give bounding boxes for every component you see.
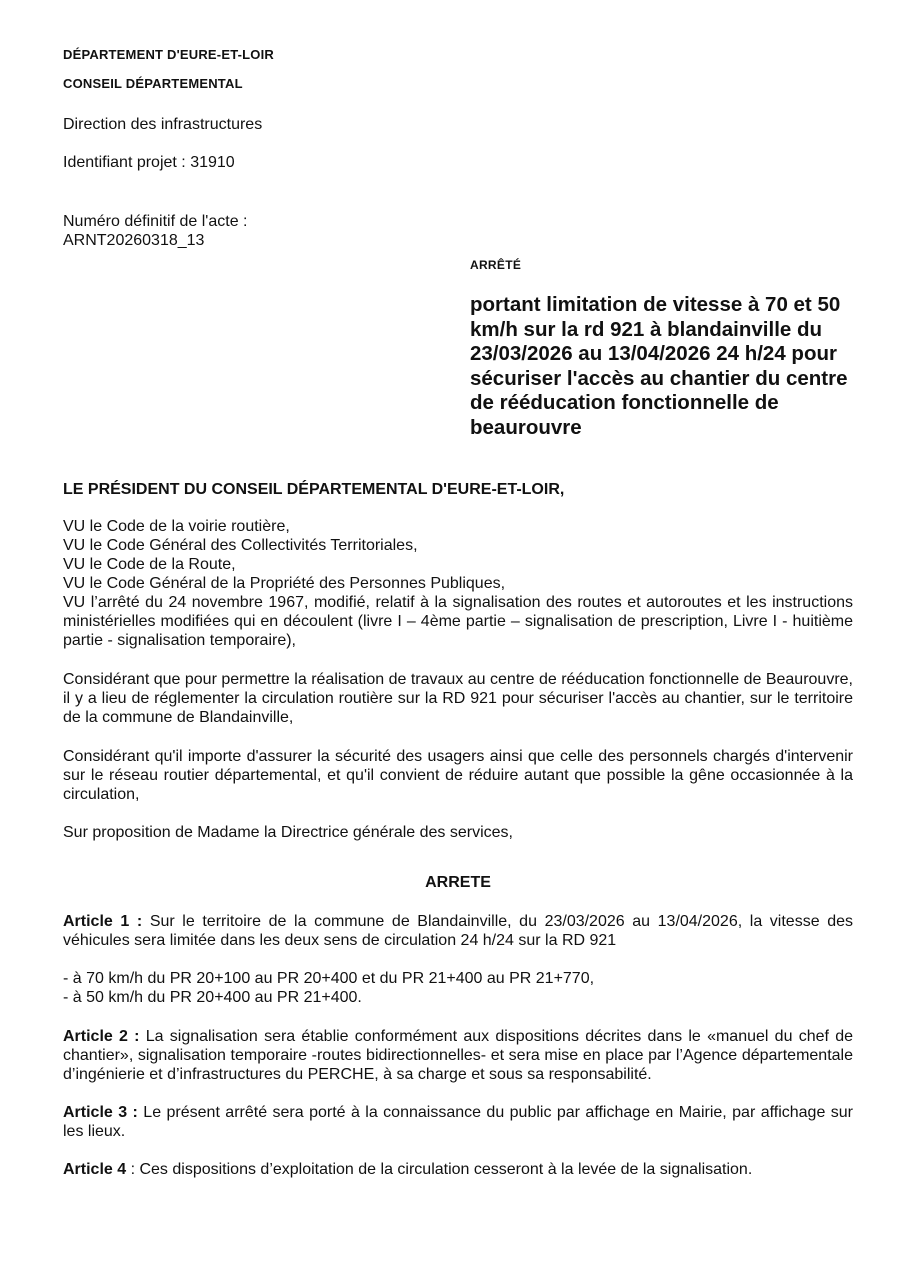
proposition-paragraph: Sur proposition de Madame la Directrice générale des services, (63, 824, 513, 841)
act-number: ARNT20260318_13 (63, 232, 205, 249)
vu-item: VU l’arrêté du 24 novembre 1967, modifié, relatif à la signalisation des routes et autoroutes et les instructions ministérielles modifiées qui en découlent (livre I – 4ème partie – signalisation de prescription, Livre I - huitième partie - signalisation temporaire), (63, 594, 853, 649)
speed-limit-70: - à 70 km/h du PR 20+100 au PR 20+400 et du PR 21+400 au PR 21+770, (63, 970, 595, 987)
arrete-heading: ARRETE (425, 874, 491, 891)
council-name: CONSEIL DÉPARTEMENTAL (63, 76, 243, 91)
article-2-label: Article 2 : (63, 1028, 140, 1045)
article-1 (63, 912, 853, 950)
article-4-label: Article 4 (63, 1161, 127, 1178)
department-name: DÉPARTEMENT D'EURE-ET-LOIR (63, 47, 274, 62)
considerant-paragraph: Considérant qu'il importe d'assurer la sécurité des usagers ainsi que celle des personnels chargés d'intervenir sur le réseau routier départemental, et qu'il convient de réduire autant que possible la gêne occasionnée à la circulation, (63, 748, 853, 803)
article-3-text: Le présent arrêté sera porté à la connaissance du public par affichage en Mairie, par affichage sur les lieux. (63, 1104, 853, 1140)
article-4-text: : Ces dispositions d’exploitation de la circulation cesseront à la levée de la signalisation. (126, 1161, 753, 1178)
article-3-label: Article 3 : (63, 1104, 138, 1121)
article-2-text: La signalisation sera établie conformément aux dispositions décrites dans le «manuel du chef de chantier», signalisation temporaire -routes bidirectionnelles- et sera mise en place par l’Agence départementale d’ingénierie et d’infrastructures du PERCHE, à sa charge et sous sa responsabilité. (63, 1028, 853, 1083)
president-heading: LE PRÉSIDENT DU CONSEIL DÉPARTEMENTAL D'EURE-ET-LOIR, (63, 481, 565, 498)
speed-limit-50: - à 50 km/h du PR 20+400 au PR 21+400. (63, 989, 362, 1006)
vu-item: VU le Code Général de la Propriété des Personnes Publiques, (63, 575, 506, 592)
act-number-block (63, 212, 247, 250)
article-1-text: Sur le territoire de la commune de Blandainville, du 23/03/2026 au 13/04/2026, la vitesse des véhicules sera limitée dans les deux sens de circulation 24 h/24 sur la RD 921 (63, 913, 853, 949)
act-number-label: Numéro définitif de l'acte : (63, 213, 248, 230)
article-1-label: Article 1 : (63, 913, 143, 930)
article-4 (63, 1160, 853, 1179)
vu-item: VU le Code de la voirie routière, (63, 518, 290, 535)
vu-item: VU le Code Général des Collectivités Territoriales, (63, 537, 418, 554)
direction-name: Direction des infrastructures (63, 116, 263, 133)
article-2 (63, 1027, 853, 1084)
speed-limits-list (63, 969, 853, 1007)
decree-label: ARRÊTÉ (470, 258, 522, 272)
considerant-paragraph: Considérant que pour permettre la réalisation de travaux au centre de rééducation fonctionnelle de Beaurouvre, il y a lieu de réglementer la circulation routière sur la RD 921 pour sécuriser l'accès au chantier, sur le territoire de la commune de Blandainville, (63, 671, 853, 726)
vu-item: VU le Code de la Route, (63, 556, 236, 573)
article-3 (63, 1103, 853, 1141)
project-identifier: Identifiant projet : 31910 (63, 154, 235, 171)
vu-list (63, 517, 853, 650)
decree-title: portant limitation de vitesse à 70 et 50 km/h sur la rd 921 à blandainville du 23/03/2026 au 13/04/2026 24 h/24 pour sécuriser l'accès au chantier du centre de rééducation fonctionnelle de beaurouvre (470, 293, 848, 439)
